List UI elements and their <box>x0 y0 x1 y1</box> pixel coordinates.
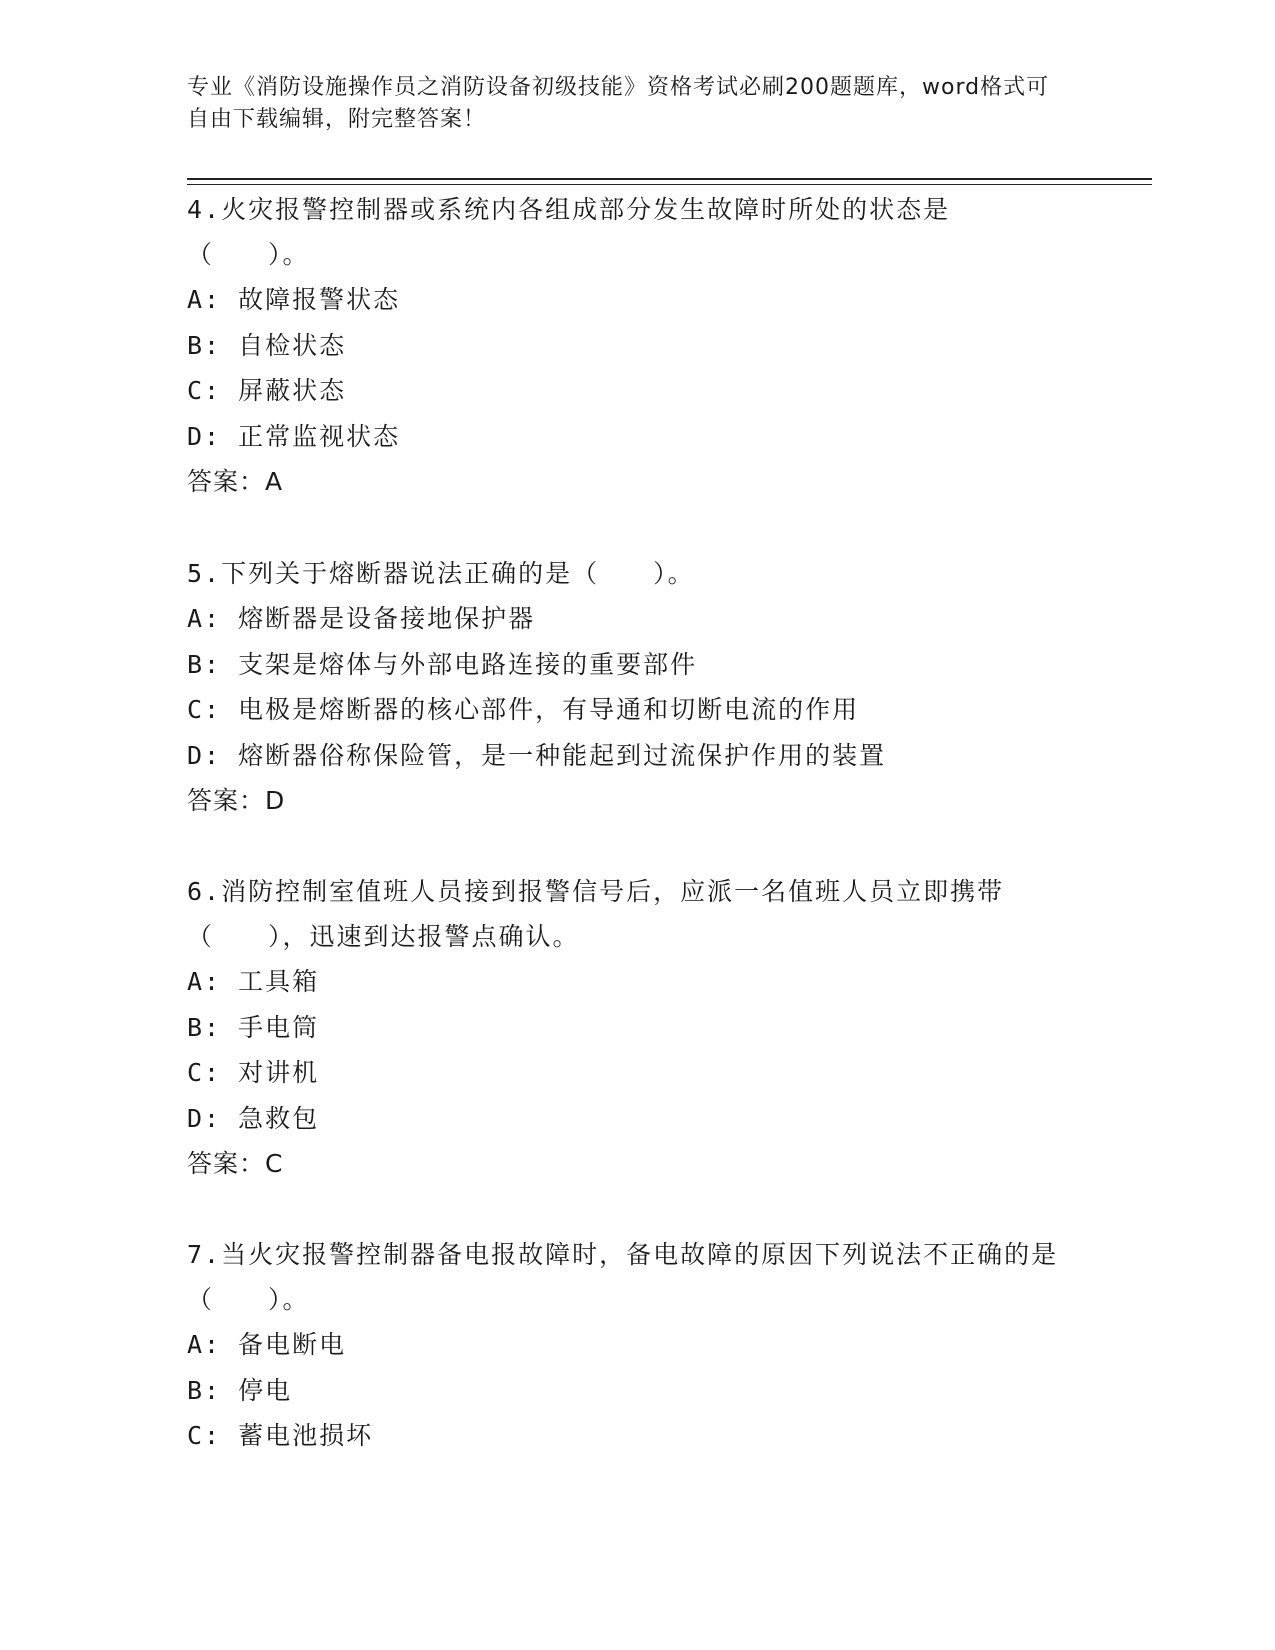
question-stem: 6.消防控制室值班人员接到报警信号后，应派一名值班人员立即携带（ ），迅速到达报警点确认。 <box>187 877 1005 951</box>
question-stem: 5.下列关于熔断器说法正确的是（ ）。 <box>187 559 695 588</box>
question-stem: 7.当火灾报警控制器备电报故障时，备电故障的原因下列说法不正确的是（ ）。 <box>187 1240 1059 1314</box>
option-text: 支架是熔体与外部电路连接的重要部件 <box>238 649 698 679</box>
option-key: A: <box>187 285 222 314</box>
option-key: B: <box>187 330 222 360</box>
option-text: 屏蔽状态 <box>238 376 347 405</box>
option-text: 手电筒 <box>238 1012 320 1042</box>
option-key: D: <box>187 740 222 770</box>
option-c <box>187 1413 1067 1459</box>
option-text: 蓄电池损坏 <box>238 1421 374 1450</box>
header-divider <box>187 178 1152 180</box>
question-7 <box>187 1232 1067 1459</box>
option-text: 故障报警状态 <box>238 285 401 314</box>
question-5 <box>187 551 1067 824</box>
option-text: 备电断电 <box>238 1330 347 1359</box>
option-b <box>187 1005 1067 1051</box>
option-text: 急救包 <box>238 1103 320 1133</box>
option-d <box>187 1096 1067 1142</box>
header-text: 专业《消防设施操作员之消防设备初级技能》资格考试必刷200题题库，word格式可自由下载编辑，附完整答案！ <box>187 75 1050 132</box>
option-key: A: <box>187 967 222 996</box>
option-text: 电极是熔断器的核心部件，有导通和切断电流的作用 <box>238 695 860 724</box>
answer-line: 答案：A <box>187 467 284 496</box>
option-c <box>187 1050 1067 1096</box>
option-a <box>187 596 1067 642</box>
option-key: A: <box>187 604 222 633</box>
option-key: B: <box>187 1375 222 1405</box>
option-text: 对讲机 <box>238 1058 320 1087</box>
option-key: C: <box>187 1421 222 1450</box>
option-b <box>187 323 1067 369</box>
option-text: 熔断器是设备接地保护器 <box>238 604 536 633</box>
answer-line: 答案：D <box>187 786 286 815</box>
option-a <box>187 1322 1067 1368</box>
option-key: C: <box>187 376 222 405</box>
option-key: B: <box>187 1012 222 1042</box>
option-a <box>187 959 1067 1005</box>
option-key: D: <box>187 421 222 451</box>
question-stem: 4.火灾报警控制器或系统内各组成部分发生故障时所处的状态是（ ）。 <box>187 195 951 269</box>
option-key: C: <box>187 1058 222 1087</box>
option-text: 正常监视状态 <box>238 421 401 451</box>
option-c <box>187 368 1067 414</box>
option-text: 自检状态 <box>238 330 347 360</box>
option-c <box>187 687 1067 733</box>
option-b <box>187 642 1067 688</box>
option-d <box>187 733 1067 779</box>
option-key: C: <box>187 695 222 724</box>
option-key: B: <box>187 649 222 679</box>
option-d <box>187 414 1067 460</box>
question-4 <box>187 187 1067 505</box>
answer-line: 答案：C <box>187 1149 284 1178</box>
header-divider-thin <box>187 184 1152 185</box>
option-text: 停电 <box>238 1375 293 1405</box>
option-a <box>187 277 1067 323</box>
option-key: A: <box>187 1330 222 1359</box>
document-header <box>187 72 1067 136</box>
question-6 <box>187 869 1067 1187</box>
option-text: 熔断器俗称保险管，是一种能起到过流保护作用的装置 <box>238 740 887 770</box>
option-key: D: <box>187 1103 222 1133</box>
option-text: 工具箱 <box>238 967 320 996</box>
option-b <box>187 1368 1067 1414</box>
